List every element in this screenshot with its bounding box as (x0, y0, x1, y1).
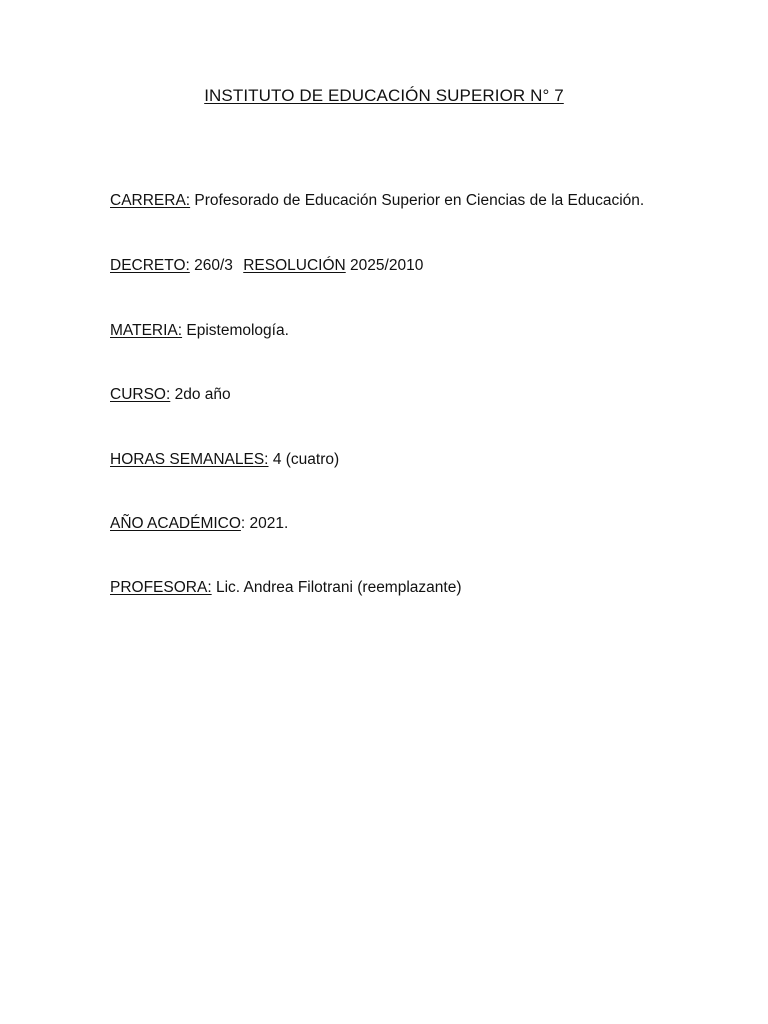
curso-label: CURSO: (110, 386, 171, 403)
anio-academico-value: : 2021. (240, 515, 289, 532)
decreto-line (110, 257, 423, 275)
anio-academico-line (110, 515, 288, 533)
materia-value: Epistemología. (186, 322, 289, 339)
carrera-line (110, 192, 644, 210)
profesora-value: Lic. Andrea Filotrani (reemplazante) (215, 579, 462, 596)
horas-semanales-label: HORAS SEMANALES: (110, 451, 269, 468)
decreto-label: DECRETO: (110, 257, 190, 274)
resolucion-value: 2025/2010 (350, 257, 424, 274)
carrera-value: Profesorado de Educación Superior en Ciencias de la Educación. (194, 192, 645, 209)
document-title: INSTITUTO DE EDUCACIÓN SUPERIOR N° 7 (204, 86, 564, 105)
decreto-value: 260/3 (194, 257, 233, 274)
horas-semanales-line (110, 451, 339, 469)
materia-line (110, 322, 289, 340)
curso-line (110, 386, 231, 404)
horas-semanales-value: 4 (cuatro) (272, 451, 340, 468)
anio-academico-label: AÑO ACADÉMICO (110, 515, 241, 532)
profesora-line (110, 579, 462, 597)
resolucion-label: RESOLUCIÓN (243, 257, 346, 274)
curso-value: 2do año (174, 386, 231, 403)
profesora-label: PROFESORA: (110, 579, 212, 596)
materia-label: MATERIA: (110, 322, 183, 339)
carrera-label: CARRERA: (110, 192, 191, 209)
